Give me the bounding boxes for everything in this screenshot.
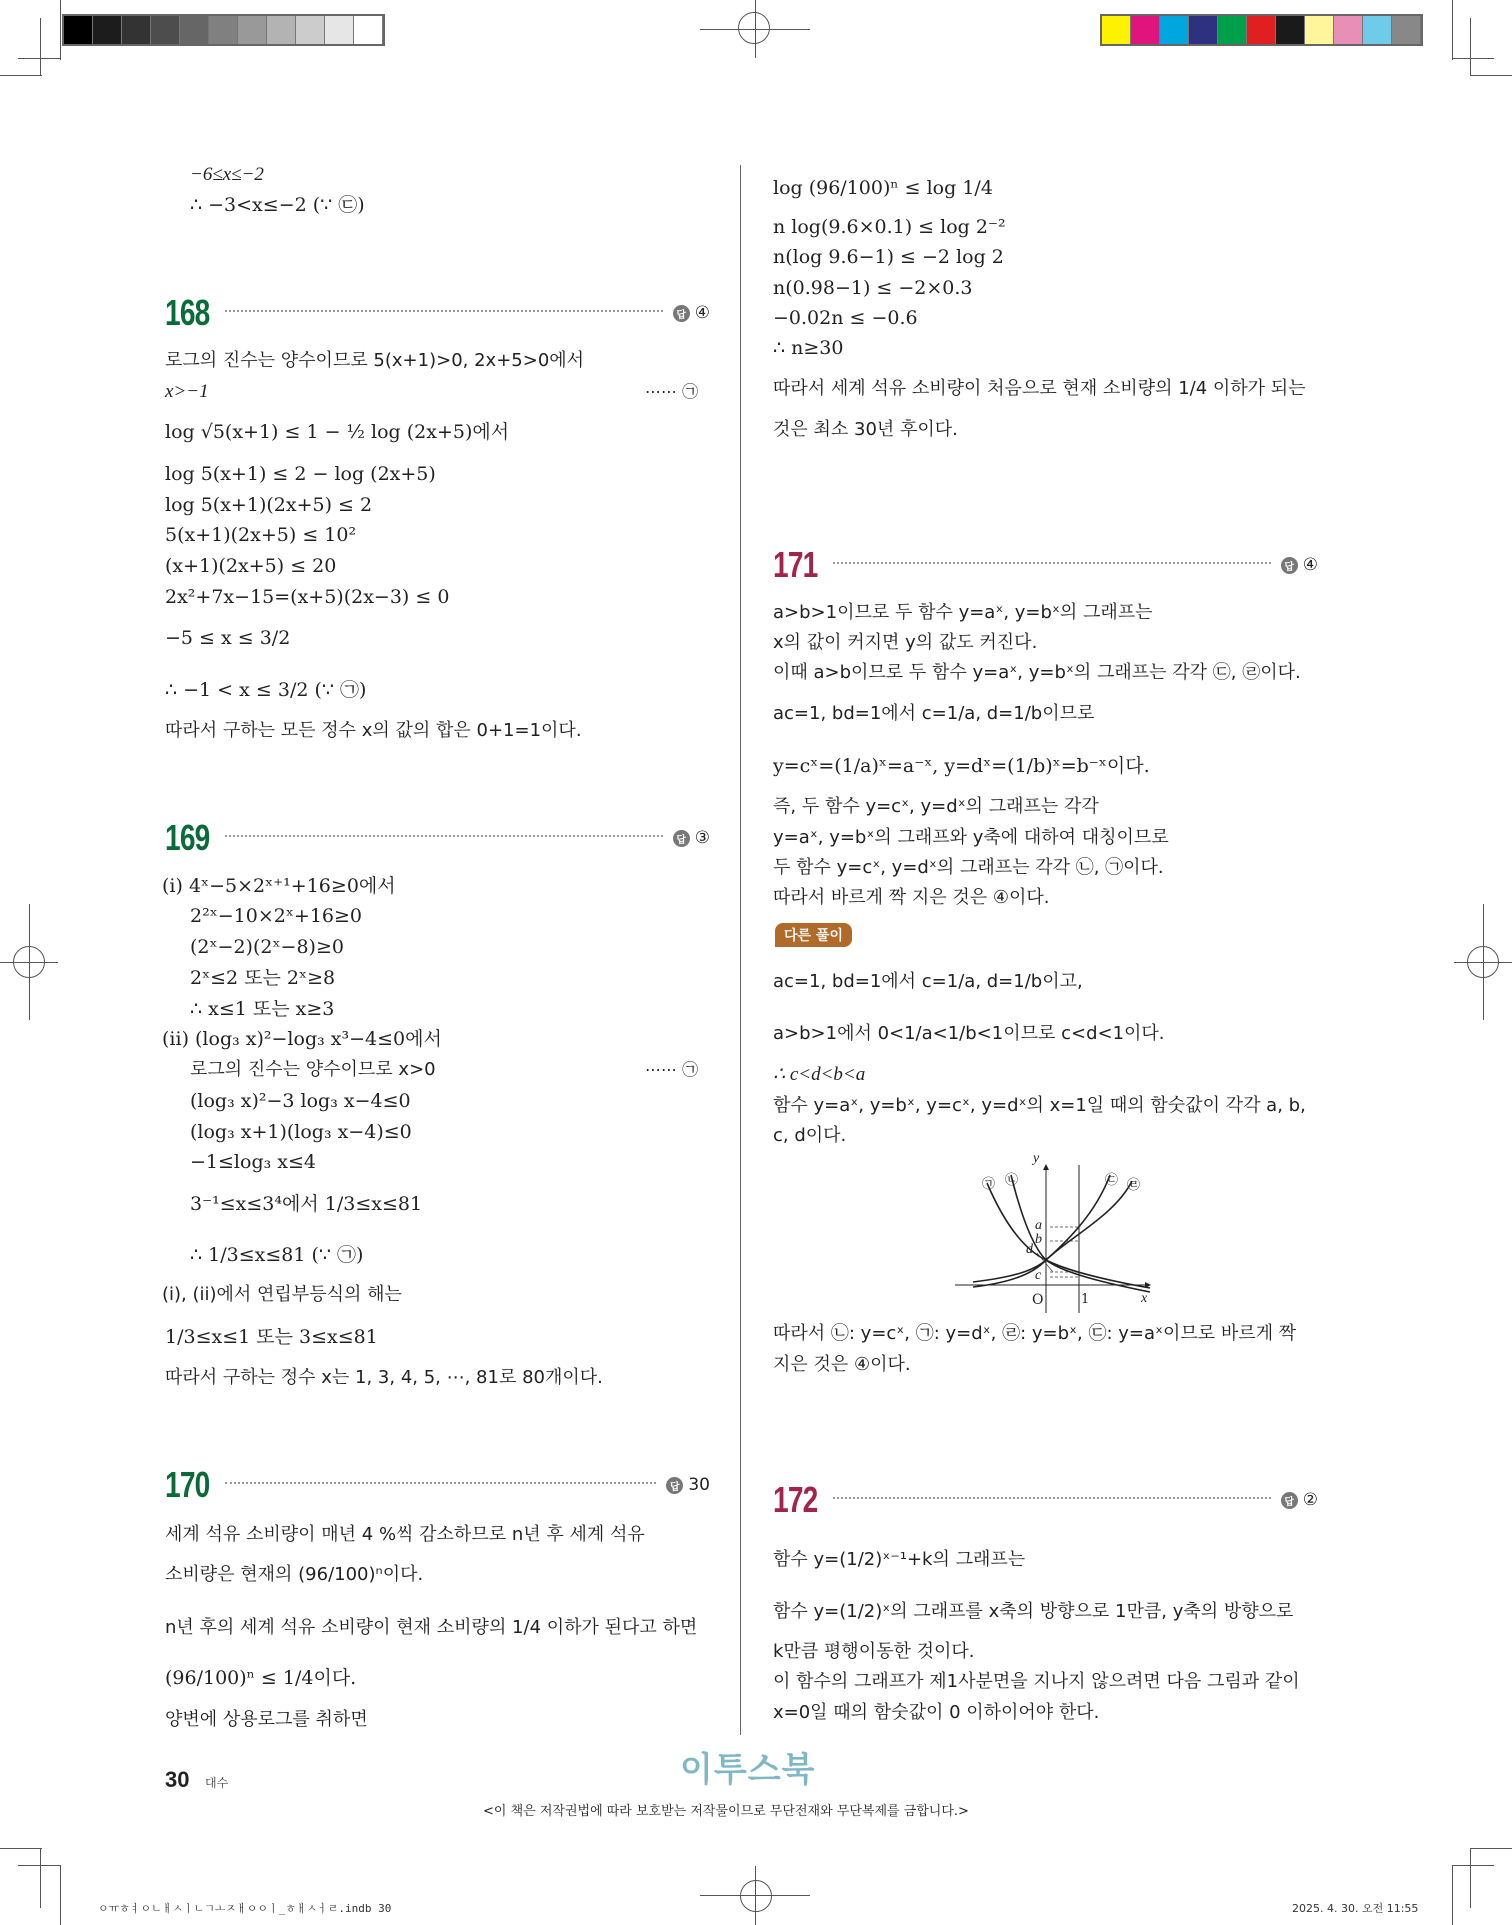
color-swatch xyxy=(1160,16,1189,44)
color-swatch xyxy=(238,16,267,44)
solution-line: x의 값이 커지면 y의 값도 커진다. xyxy=(773,632,1038,653)
subject-label: 대수 xyxy=(205,1776,229,1790)
solution-line: 로그의 진수는 양수이므로 x>0 xyxy=(190,1059,436,1080)
curve-label-rieul: ㉣ xyxy=(1127,1178,1141,1193)
color-swatch xyxy=(180,16,209,44)
solution-line: (log₃ x)²−3 log₃ x−4≤0 xyxy=(190,1090,411,1112)
solution-line: (i), (ii)에서 연립부등식의 해는 xyxy=(162,1284,402,1305)
solution-line: n년 후의 세계 석유 소비량이 현재 소비량의 1/4 이하가 된다고 하면 xyxy=(165,1617,698,1638)
color-swatch xyxy=(122,16,151,44)
solution-line: 로그의 진수는 양수이므로 5(x+1)>0, 2x+5>0에서 xyxy=(165,350,585,371)
crop-mark xyxy=(0,75,42,76)
solution-line: 함수 y=(1/2)ˣ⁻¹+k의 그래프는 xyxy=(773,1549,1026,1570)
color-swatch xyxy=(1247,16,1276,44)
equation-marker: ⋯⋯ ㉠ xyxy=(645,1060,699,1079)
color-swatch xyxy=(354,16,383,44)
solution-line: (2ˣ−2)(2ˣ−8)≥0 xyxy=(190,936,344,958)
solution-line: ∴ −1 < x ≤ 3/2 (∵ ㉠) xyxy=(165,679,367,701)
solution-line: ∴ n≥30 xyxy=(773,337,844,359)
solution-line: ac=1, bd=1에서 c=1/a, d=1/b이므로 xyxy=(773,703,1095,724)
grayscale-color-bar xyxy=(62,14,385,46)
answer-value: ④ xyxy=(694,303,710,323)
crop-mark xyxy=(40,18,41,76)
solution-line: 즉, 두 함수 y=cˣ, y=dˣ의 그래프는 각각 xyxy=(773,796,1099,817)
answer-badge-icon: 답 xyxy=(666,1477,683,1494)
color-swatch xyxy=(64,16,93,44)
color-swatch xyxy=(1189,16,1218,44)
color-swatch xyxy=(267,16,296,44)
solution-line: (i) 4ˣ−5×2ˣ⁺¹+16≥0에서 xyxy=(162,875,396,897)
registration-circle-icon xyxy=(1467,946,1499,978)
copyright-notice: <이 책은 저작권법에 따라 보호받는 저작물이므로 무단전재와 무단복제를 금합니다.> xyxy=(483,1804,969,1819)
solution-line: 지은 것은 ④이다. xyxy=(773,1354,911,1375)
color-swatch xyxy=(325,16,354,44)
b-label: b xyxy=(1035,1232,1042,1247)
solution-line: 2ˣ≤2 또는 2ˣ≥8 xyxy=(190,967,336,989)
color-swatch xyxy=(1363,16,1392,44)
answer-value: ④ xyxy=(1302,555,1318,575)
solution-line: (96/100)ⁿ ≤ 1/4이다. xyxy=(165,1667,357,1689)
solution-line: 5(x+1)(2x+5) ≤ 10² xyxy=(165,524,357,546)
curve-label-digeut: ㉢ xyxy=(1105,1173,1119,1188)
solution-line: 따라서 구하는 모든 정수 x의 값의 합은 0+1=1이다. xyxy=(165,720,582,741)
cmyk-color-bar xyxy=(1100,14,1423,46)
color-swatch xyxy=(1218,16,1247,44)
crop-mark xyxy=(1470,1848,1471,1908)
solution-line: c, d이다. xyxy=(773,1125,847,1146)
solution-line: −5 ≤ x ≤ 3/2 xyxy=(165,627,291,649)
color-swatch xyxy=(1392,16,1421,44)
dotted-leader xyxy=(225,835,663,837)
problem-number: 169 xyxy=(165,817,210,858)
solution-line: 소비량은 현재의 (96/100)ⁿ이다. xyxy=(165,1564,424,1585)
crop-mark xyxy=(1452,1865,1453,1925)
solution-line: y=cˣ=(1/a)ˣ=a⁻ˣ, y=dˣ=(1/b)ˣ=b⁻ˣ이다. xyxy=(773,755,1150,777)
color-swatch xyxy=(151,16,180,44)
solution-line: 1/3≤x≤1 또는 3≤x≤81 xyxy=(165,1326,378,1348)
solution-line: log √5(x+1) ≤ 1 − ½ log (2x+5)에서 xyxy=(165,421,510,443)
solution-line: ∴ x≤1 또는 x≥3 xyxy=(190,998,335,1020)
y-axis-label: y xyxy=(1033,1151,1040,1166)
dotted-leader xyxy=(225,1482,656,1484)
crop-mark xyxy=(1452,58,1494,59)
solution-line: n(0.98−1) ≤ −2×0.3 xyxy=(773,277,973,299)
solution-line: 함수 y=aˣ, y=bˣ, y=cˣ, y=dˣ의 x=1일 때의 함숫값이 각각 a, b, xyxy=(773,1095,1306,1116)
a-label: a xyxy=(1035,1218,1042,1233)
solution-line: 따라서 세계 석유 소비량이 처음으로 현재 소비량의 1/4 이하가 되는 xyxy=(773,378,1306,399)
solution-line: 따라서 바르게 짝 지은 것은 ④이다. xyxy=(773,887,1050,908)
solution-line: ∴ 1/3≤x≤81 (∵ ㉠) xyxy=(190,1244,364,1266)
solution-line: 3⁻¹≤x≤3⁴에서 1/3≤x≤81 xyxy=(190,1193,423,1215)
solution-line: 따라서 구하는 정수 x는 1, 3, 4, 5, ⋯, 81로 80개이다. xyxy=(165,1367,603,1388)
c-label: c xyxy=(1035,1268,1042,1283)
solution-line: (ii) (log₃ x)²−log₃ x³−4≤0에서 xyxy=(162,1028,442,1050)
equation-marker: ⋯⋯ ㉠ xyxy=(645,382,699,401)
solution-line: 양변에 상용로그를 취하면 xyxy=(165,1709,368,1730)
color-swatch xyxy=(1334,16,1363,44)
solution-line: y=aˣ, y=bˣ의 그래프와 y축에 대하여 대칭이므로 xyxy=(773,827,1169,848)
x-axis-label: x xyxy=(1141,1291,1148,1306)
problem-168-header xyxy=(165,293,710,333)
carryover-line: ∴ −3<x≤−2 (∵ ㉢) xyxy=(190,194,365,216)
crop-mark xyxy=(1470,75,1512,76)
registration-circle-icon xyxy=(13,946,45,978)
answer-badge-icon: 답 xyxy=(673,305,690,322)
problem-170-header xyxy=(165,1465,710,1505)
solution-line: a>b>1이므로 두 함수 y=aˣ, y=bˣ의 그래프는 xyxy=(773,602,1153,623)
solution-line: −0.02n ≤ −0.6 xyxy=(773,307,918,329)
answer-badge-icon: 답 xyxy=(1281,1492,1298,1509)
crop-mark xyxy=(60,1865,61,1925)
curve-label-nieun: ㉡ xyxy=(1005,1173,1019,1188)
crop-mark xyxy=(18,58,60,59)
page-number: 30 xyxy=(165,1767,190,1792)
solution-line: n(log 9.6−1) ≤ −2 log 2 xyxy=(773,246,1004,268)
problem-number: 168 xyxy=(165,292,210,333)
color-swatch xyxy=(93,16,122,44)
solution-line: ∴ c<d<b<a xyxy=(773,1064,866,1085)
problem-169-header xyxy=(165,818,710,858)
crop-mark xyxy=(1452,0,1453,60)
registration-circle-icon xyxy=(738,12,770,44)
answer-value: ③ xyxy=(694,828,710,848)
column-divider xyxy=(740,165,741,1735)
dotted-leader xyxy=(833,1497,1271,1499)
crop-mark xyxy=(1470,18,1471,76)
answer-badge-icon: 답 xyxy=(673,830,690,847)
color-swatch xyxy=(209,16,238,44)
carryover-line: −6≤x≤−2 xyxy=(190,164,264,185)
solution-line: 함수 y=(1/2)ˣ의 그래프를 x축의 방향으로 1만큼, y축의 방향으로 xyxy=(773,1601,1294,1622)
color-swatch xyxy=(1305,16,1334,44)
problem-number: 171 xyxy=(773,544,818,585)
solution-line: log 5(x+1)(2x+5) ≤ 2 xyxy=(165,494,373,516)
x-one-label: 1 xyxy=(1081,1292,1090,1307)
solution-line: 2²ˣ−10×2ˣ+16≥0 xyxy=(190,905,363,927)
problem-number: 170 xyxy=(165,1464,210,1505)
color-swatch xyxy=(1102,16,1131,44)
problem-172-header xyxy=(773,1480,1318,1520)
solution-line: n log(9.6×0.1) ≤ log 2⁻² xyxy=(773,216,1006,238)
crop-mark xyxy=(1470,1848,1512,1849)
solution-line: x>−1 xyxy=(165,381,209,402)
solution-line: log (96/100)ⁿ ≤ log 1/4 xyxy=(773,177,993,199)
dotted-leader xyxy=(225,310,663,312)
crop-mark xyxy=(40,1848,41,1908)
solution-line: x=0일 때의 함숫값이 0 이하이어야 한다. xyxy=(773,1702,1100,1723)
answer-badge-icon: 답 xyxy=(1281,557,1298,574)
crop-mark xyxy=(0,1848,42,1849)
color-swatch xyxy=(1131,16,1160,44)
solution-line: 2x²+7x−15=(x+5)(2x−3) ≤ 0 xyxy=(165,586,450,608)
answer-value: ② xyxy=(1302,1490,1318,1510)
problem-171-header xyxy=(773,545,1318,585)
solution-line: (log₃ x+1)(log₃ x−4)≤0 xyxy=(190,1121,412,1143)
crop-mark xyxy=(60,0,61,60)
curve-label-giyeok: ㉠ xyxy=(982,1177,996,1192)
solution-line: 세계 석유 소비량이 매년 4 %씩 감소하므로 n년 후 세계 석유 xyxy=(165,1524,645,1545)
solution-line: 이 함수의 그래프가 제1사분면을 지나지 않으려면 다음 그림과 같이 xyxy=(773,1671,1300,1692)
origin-label: O xyxy=(1032,1292,1044,1308)
solution-line: ac=1, bd=1에서 c=1/a, d=1/b이고, xyxy=(773,971,1083,992)
color-swatch xyxy=(1276,16,1305,44)
dotted-leader xyxy=(833,562,1271,564)
color-swatch xyxy=(296,16,325,44)
solution-line: (x+1)(2x+5) ≤ 20 xyxy=(165,555,337,577)
publisher-logo: 이투스북 xyxy=(680,1750,816,1790)
solution-line: k만큼 평행이동한 것이다. xyxy=(773,1641,975,1662)
solution-line: −1≤log₃ x≤4 xyxy=(190,1151,316,1173)
alternate-solution-tag: 다른 풀이 xyxy=(775,923,852,947)
print-timestamp: 2025. 4. 30. 오전 11:55 xyxy=(1292,1902,1419,1915)
file-slug: ㅇㅠㅎㅕㅇㄴㅐㅅㅣㄴㄱㅗㅈㅐㅇㅇㅣ_ㅎㅐㅅㅓㄹ.indb 30 xyxy=(98,1902,392,1915)
solution-line: a>b>1에서 0<1/a<1/b<1이므로 c<d<1이다. xyxy=(773,1023,1165,1044)
answer-value: 30 xyxy=(688,1475,710,1495)
solution-line: log 5(x+1) ≤ 2 − log (2x+5) xyxy=(165,463,436,485)
d-label: d xyxy=(1026,1242,1033,1257)
solution-line: 따라서 ㉡: y=cˣ, ㉠: y=dˣ, ㉣: y=bˣ, ㉢: y=aˣ이므로 바르게 짝 xyxy=(773,1323,1297,1344)
registration-circle-icon xyxy=(740,1880,772,1912)
exponential-graph xyxy=(955,1151,1155,1315)
solution-line: 것은 최소 30년 후이다. xyxy=(773,419,958,440)
solution-line: 두 함수 y=cˣ, y=dˣ의 그래프는 각각 ㉡, ㉠이다. xyxy=(773,857,1164,878)
problem-number: 172 xyxy=(773,1479,818,1520)
crop-mark xyxy=(1452,1865,1494,1866)
crop-mark xyxy=(18,1865,60,1866)
solution-line: 이때 a>b이므로 두 함수 y=aˣ, y=bˣ의 그래프는 각각 ㉢, ㉣이다. xyxy=(773,662,1301,683)
